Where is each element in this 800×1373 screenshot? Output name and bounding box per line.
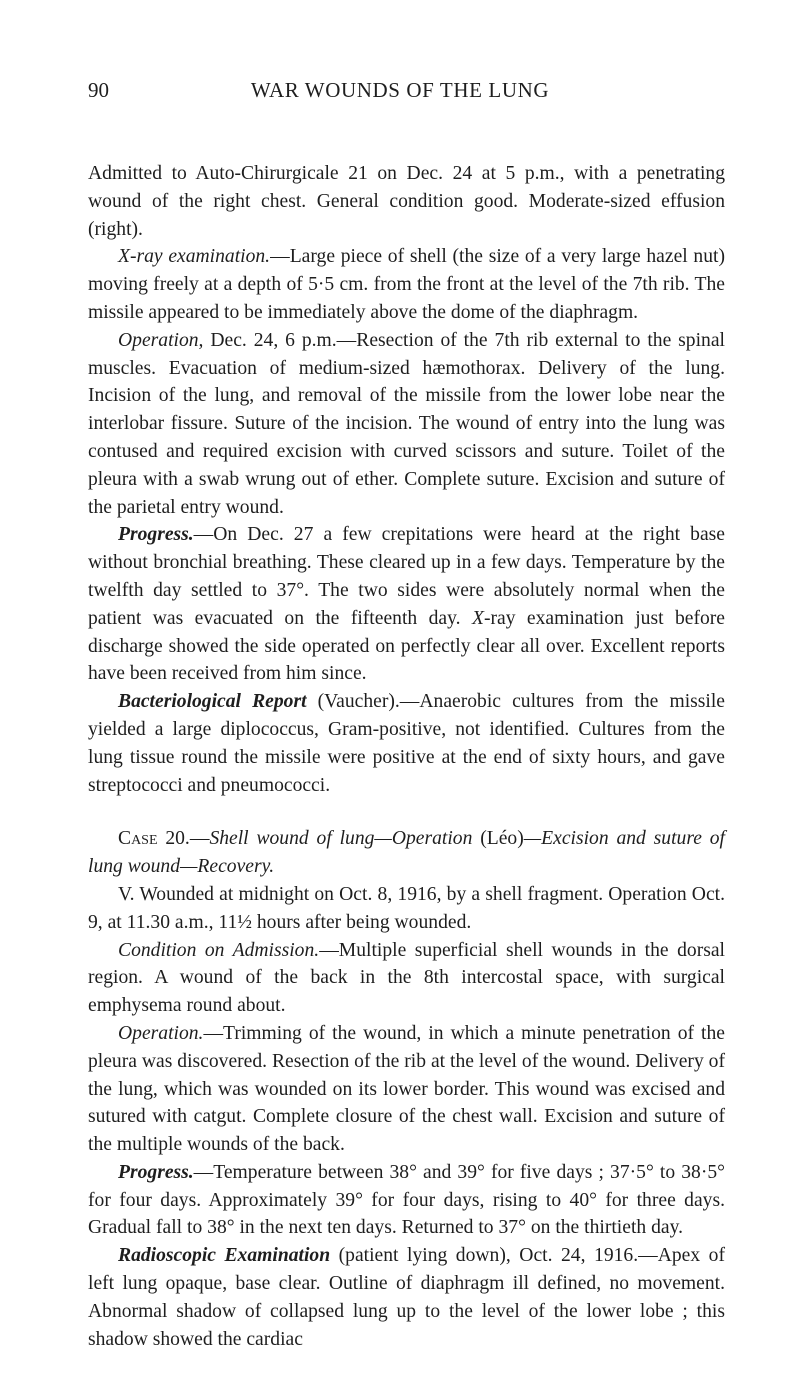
case-title-part1: Shell wound of lung—Operation — [209, 828, 473, 850]
bacteriology-heading: Bacteriological Report — [118, 691, 307, 713]
page-body — [88, 160, 725, 1353]
case-title-part2: —Excision and suture of lung wound—Recovery. — [88, 828, 725, 878]
progress-2-heading: Progress. — [118, 1161, 194, 1183]
paragraph-radioscopic — [88, 1242, 725, 1353]
running-header — [88, 78, 712, 118]
operation-2-text: —Trimming of the wound, in which a minute penetration of the pleura was discovered. Resection of the rib at the level of the wound. Delivery of the lung, which was wounded on its lower border. This wound was excised and sutured with catgut. Complete closure of the chest wall. Excision and suture of the multiple wounds of the back. — [88, 1022, 725, 1156]
page-number: 90 — [88, 78, 109, 102]
case-surgeon: (Léo) — [472, 828, 524, 850]
case-label: Case 20. — [118, 828, 190, 850]
xray-letter: X — [471, 607, 484, 629]
xray-heading: X-ray examination. — [118, 246, 271, 268]
paragraph-admission: Admitted to Auto-Chirurgicale 21 on Dec. 24 at 5 p.m., with a penetrating wound of the right chest. General condition good. Moderate-sized effusion (right). — [88, 163, 725, 240]
paragraph-bacteriology — [88, 688, 725, 799]
xray-text: —Large piece of shell (the size of a very large hazel nut) moving freely at a depth of 5·5 cm. from the front at the level of the 7th rib. The missile appeared to be immediately above the dome of the diaphragm. — [88, 246, 725, 323]
paragraph-wounded: V. Wounded at midnight on Oct. 8, 1916, by a shell fragment. Operation Oct. 9, at 11.30 a.m., 11½ hours after being wounded. — [88, 883, 725, 933]
running-title: WAR WOUNDS OF THE LUNG — [250, 78, 550, 102]
paragraph-progress — [88, 521, 725, 688]
operation-2-heading: Operation. — [118, 1022, 204, 1044]
operation-text: Dec. 24, 6 p.m.—Resection of the 7th rib external to the spinal muscles. Evacuation of medium-sized hæmothorax. Delivery of the lung. Incision of the lung, and removal of the missile from the lower lobe near the interlobar fissure. Suture of the incision. The wound of entry into the lung was contused and required excision with curved scissors and suture. Toilet of the pleura with a swab wrung out of ether. Complete suture. Excision and suture of the parietal entry wound. — [88, 329, 725, 518]
radioscopic-heading: Radioscopic Examination — [118, 1245, 331, 1267]
paragraph-operation-2 — [88, 1020, 725, 1159]
paragraph-progress-2 — [88, 1159, 725, 1242]
condition-heading: Condition on Admission. — [118, 939, 320, 961]
bacteriology-text: (Vaucher).—Anaerobic cultures from the missile yielded a large diplococcus, Gram-positive, not identified. Cultures from the lung tissue round the missile were positive at the end of sixty hours, and gave streptococci and pneumococci. — [88, 691, 725, 796]
paragraph-xray — [88, 243, 725, 326]
progress-2-text: —Temperature between 38° and 39° for five days ; 37·5° to 38·5° for four days. Approximately 39° for four days, rising to 40° for three days. Gradual fall to 38° in the next ten days. Returned to 37° on the thirtieth day. — [88, 1161, 725, 1239]
case-dash: — — [189, 828, 210, 850]
case-heading — [88, 825, 725, 881]
operation-heading: Operation, — [118, 329, 204, 351]
paragraph-operation — [88, 327, 725, 522]
paragraph-condition — [88, 937, 725, 1020]
progress-text: —On Dec. 27 a few crepitations were heard at the right base without bronchial breathing. These cleared up in a few days. Temperature by the twelfth day settled to 37°. The two sides were absolutely normal when the patient was evacuated on the fifteenth day. — [88, 524, 725, 629]
progress-text-end: -ray examination just before discharge showed the side operated on perfectly clear all over. Excellent reports have been received from him since. — [88, 607, 725, 685]
progress-heading: Progress. — [118, 524, 194, 546]
radioscopic-text: (patient lying down), Oct. 24, 1916.—Apex of left lung opaque, base clear. Outline of diaphragm ill defined, no movement. Abnormal shadow of collapsed lung up to the level of the lower lobe ; this shadow showed the cardiac — [88, 1245, 725, 1350]
condition-text: —Multiple superficial shell wounds in the dorsal region. A wound of the back in the 8th intercostal space, with surgical emphysema round about. — [88, 939, 726, 1017]
